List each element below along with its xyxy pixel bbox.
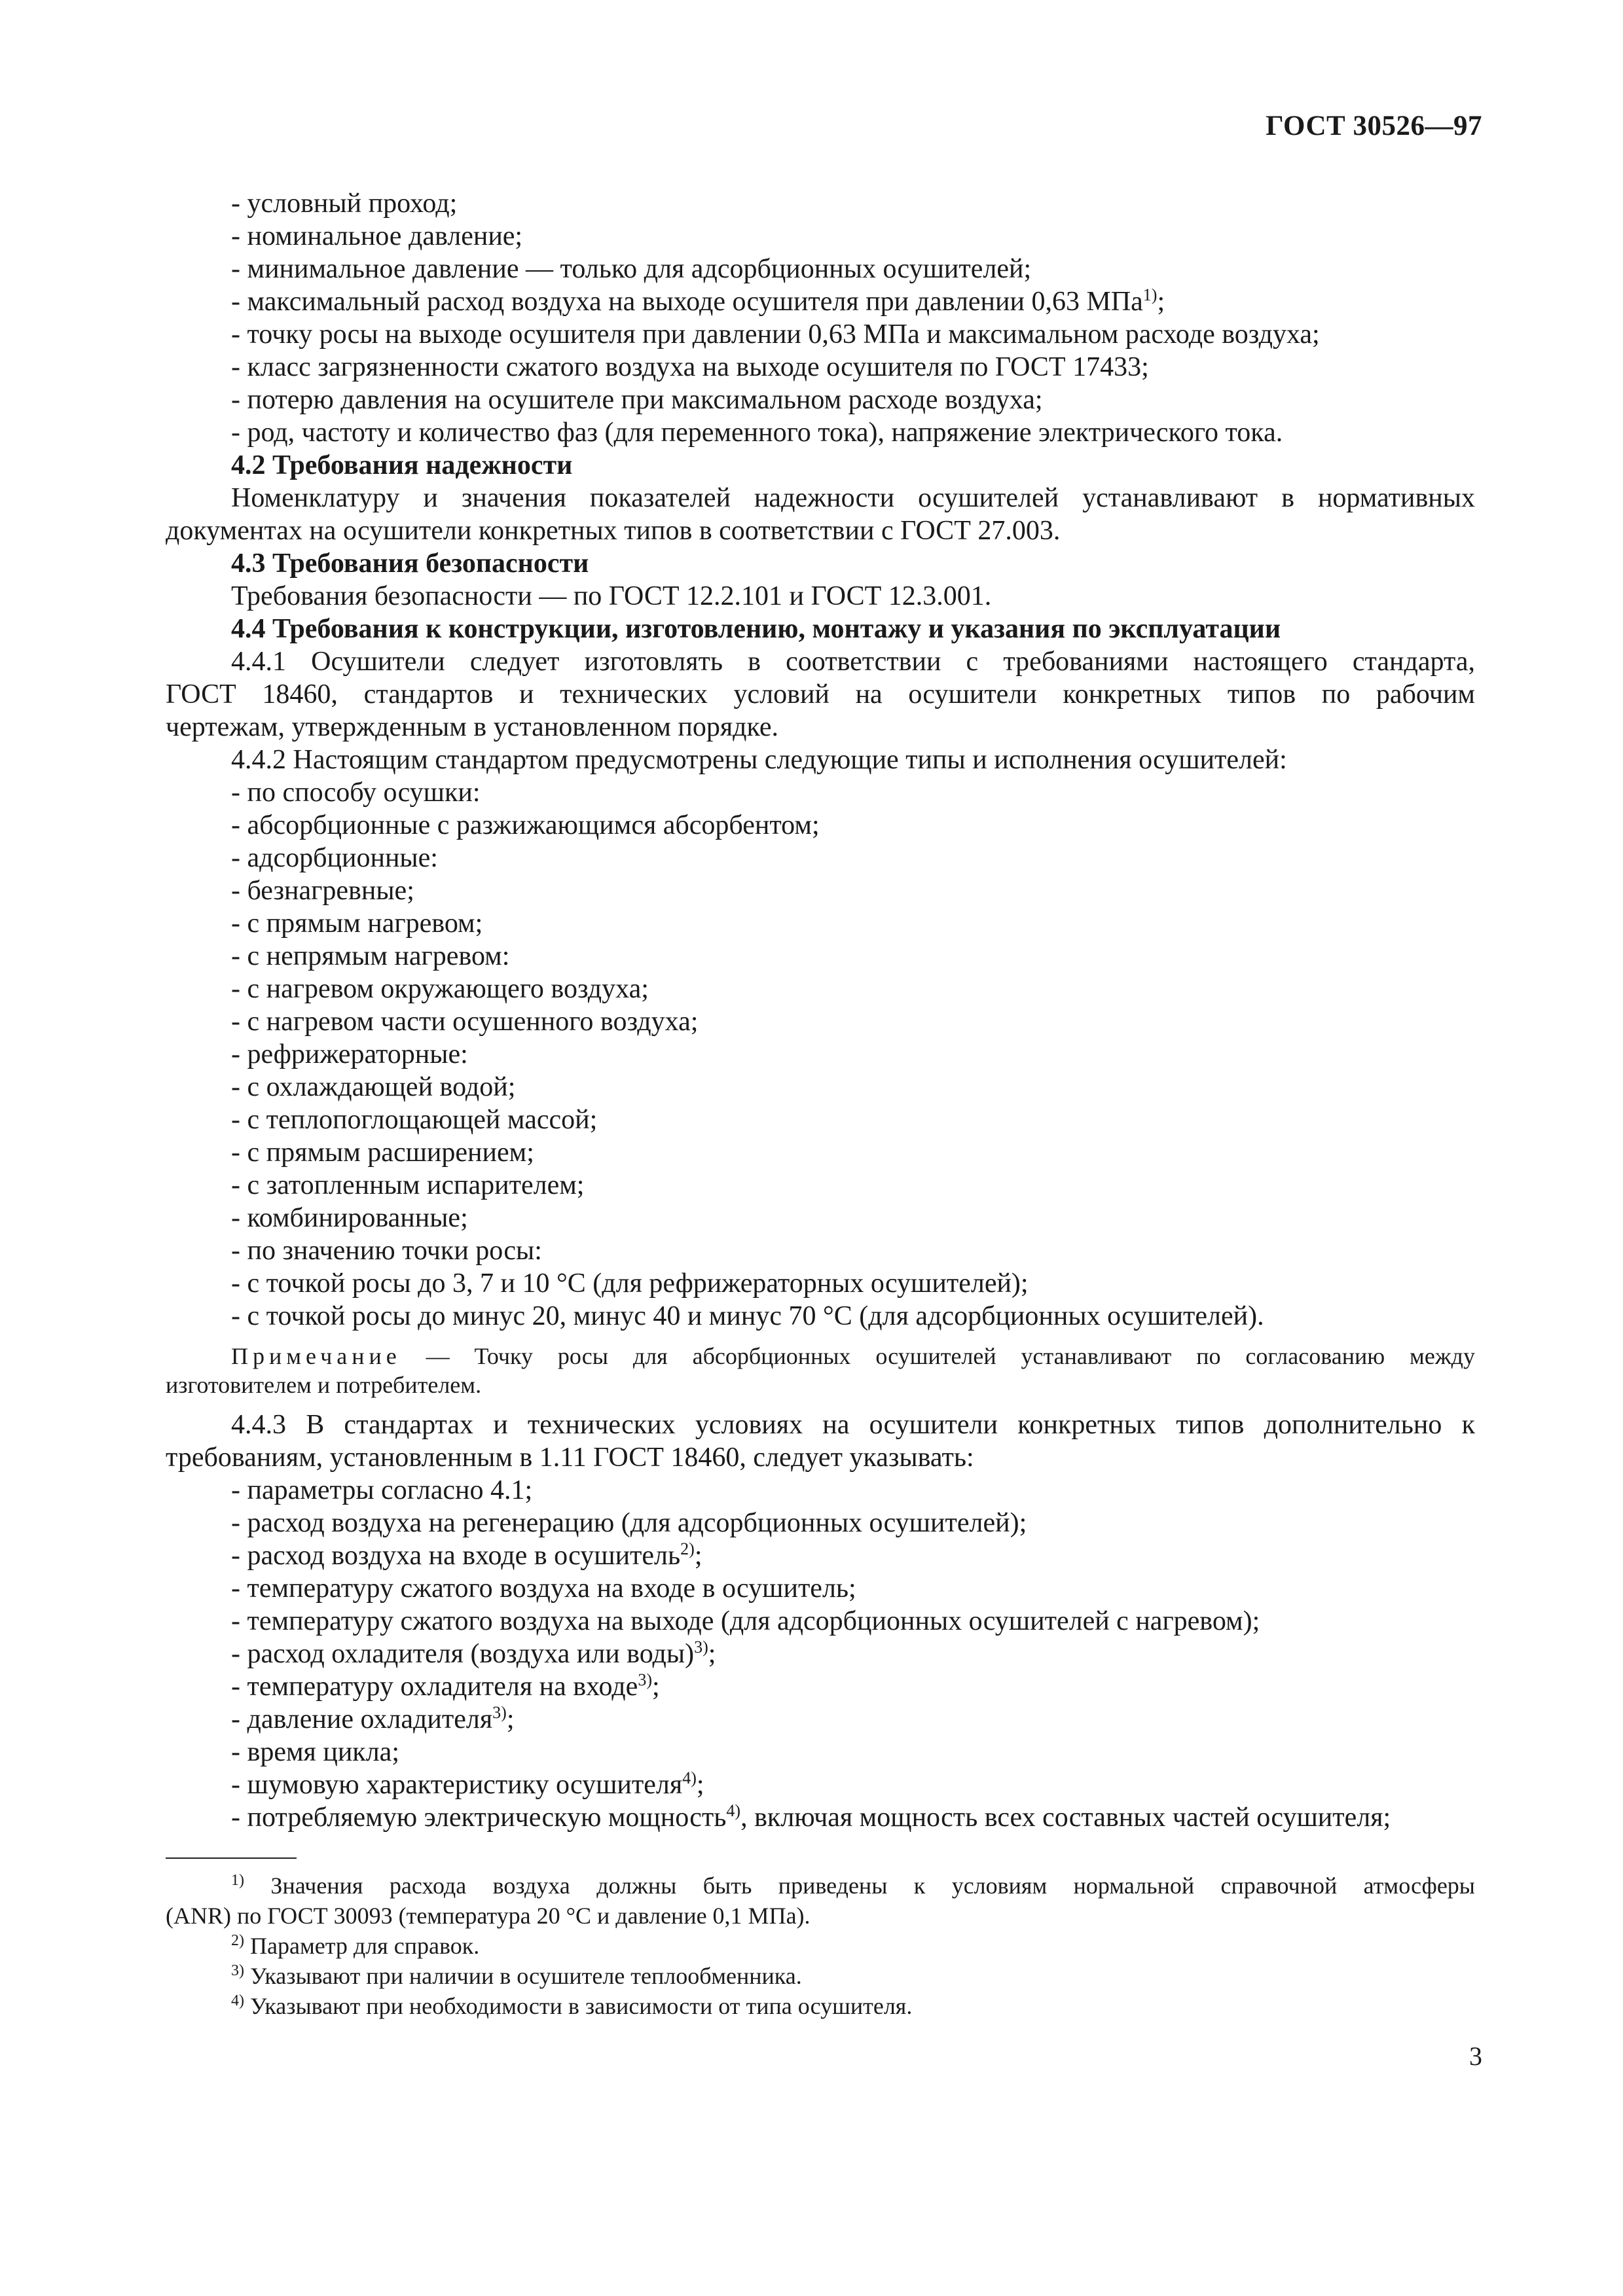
footnote-text: Параметр для справок. <box>250 1933 480 1959</box>
list-item <box>231 1768 1475 1801</box>
note <box>166 1342 1475 1399</box>
list-item: - потерю давления на осушителе при максимальном расходе воздуха; <box>231 385 1043 415</box>
list-item <box>231 1507 1475 1539</box>
footnote-ref: 4) <box>726 1801 741 1820</box>
section-heading-4-3: 4.3 Требования безопасности <box>231 548 589 579</box>
item-text: - давление охладителя <box>231 1704 493 1734</box>
paragraph-continued: ГОСТ 18460, стандартов и технических условий на осушители конкретных типов по рабочим <box>166 679 1475 709</box>
paragraph: Номенклатуру и значения показателей надежности осушителей устанавливают в нормативных <box>231 483 1475 513</box>
item-tail: ; <box>694 1541 702 1571</box>
list-item: - условный проход; <box>231 188 458 219</box>
list-item: - с затопленным испарителем; <box>231 1170 585 1200</box>
footnote-4 <box>166 1991 1475 2021</box>
footnote-2 <box>166 1931 1475 1961</box>
footnote-ref: 4) <box>682 1768 697 1787</box>
paragraph: Требования безопасности — по ГОСТ 12.2.101 и ГОСТ 12.3.001. <box>231 581 992 611</box>
list-item: - точку росы на выходе осушителя при давлении 0,63 МПа и максимальном расходе воздуха; <box>231 319 1320 350</box>
footnote-ref: 2) <box>680 1539 695 1558</box>
footnotes <box>166 1871 1475 2021</box>
list-item <box>231 285 1475 318</box>
item-text: - потребляемую электрическую мощность <box>231 1803 727 1833</box>
list-a <box>166 187 1475 449</box>
section-heading-4-2: 4.2 Требования надежности <box>231 450 573 480</box>
footnote-ref: 3) <box>638 1670 652 1689</box>
item-text: - параметры согласно 4.1; <box>231 1475 533 1505</box>
footnote-mark: 4) <box>231 1992 244 2009</box>
footnote-mark: 1) <box>231 1872 244 1889</box>
types-list <box>166 776 1475 1333</box>
footnote-3 <box>166 1961 1475 1991</box>
list-item: - с непрямым нагревом: <box>231 941 510 971</box>
list-item: - с теплопоглощающей массой; <box>231 1105 598 1135</box>
footnote-mark: 3) <box>231 1962 244 1979</box>
list-item <box>231 1474 1475 1507</box>
list-item <box>231 1572 1475 1605</box>
list-item: - по способу осушки: <box>231 778 481 808</box>
footnote-text: Указывают при необходимости в зависимости от типа осушителя. <box>250 1993 913 2019</box>
page-body <box>166 187 1475 1834</box>
item-text: - максимальный расход воздуха на выходе осушителя при давлении 0,63 МПа <box>231 287 1143 317</box>
document-code: ГОСТ 30526—97 <box>1266 111 1482 141</box>
footnote-separator <box>166 1857 297 1859</box>
note-label: Примечание <box>231 1343 401 1369</box>
footnote-mark: 2) <box>231 1932 244 1949</box>
item-text: - время цикла; <box>231 1737 399 1767</box>
footnote-ref: 1) <box>1142 285 1158 304</box>
list-item: - с нагревом окружающего воздуха; <box>231 974 649 1004</box>
items-list <box>166 1474 1475 1834</box>
footnote-1 <box>166 1871 1475 1901</box>
item-tail: ; <box>696 1770 704 1800</box>
paragraph-continued: документах на осушители конкретных типов в соответствии с ГОСТ 27.003. <box>166 516 1061 546</box>
item-text: - расход воздуха на регенерацию (для адсорбционных осушителей); <box>231 1508 1027 1538</box>
list-item: - рефрижераторные: <box>231 1039 468 1069</box>
item-text: - шумовую характеристику осушителя <box>231 1770 683 1800</box>
list-item <box>231 1638 1475 1670</box>
list-item <box>231 1703 1475 1736</box>
item-text: - расход охладителя (воздуха или воды) <box>231 1639 695 1669</box>
footnote-text: Значения расхода воздуха должны быть приведены к условиям нормальной справочной атмосферы <box>270 1873 1475 1899</box>
item-tail: ; <box>1157 287 1165 317</box>
list-item: - с нагревом части осушенного воздуха; <box>231 1007 699 1037</box>
paragraph-4-4-3: 4.4.3 В стандартах и технических условиях на осушители конкретных типов дополнительно к <box>231 1410 1475 1440</box>
list-item <box>231 1539 1475 1572</box>
note-line: изготовителем и потребителем. <box>166 1372 482 1398</box>
page-number: 3 <box>1469 2041 1482 2071</box>
note-text: — Точку росы для абсорбционных осушителей устанавливают по согласованию между <box>426 1343 1476 1369</box>
footnote-text: Указывают при наличии в осушителе теплообменника. <box>250 1963 802 1989</box>
note-line <box>166 1342 1475 1371</box>
paragraph-4-4-2: 4.4.2 Настоящим стандартом предусмотрены следующие типы и исполнения осушителей: <box>231 745 1287 775</box>
list-item <box>231 1670 1475 1703</box>
item-tail: ; <box>506 1704 515 1734</box>
list-item <box>231 1801 1475 1834</box>
list-item <box>231 1736 1475 1768</box>
footnote-ref: 3) <box>694 1638 708 1657</box>
list-item: - с прямым нагревом; <box>231 908 483 939</box>
paragraph-4-4-1: 4.4.1 Осушители следует изготовлять в соответствии с требованиями настоящего стандарта, <box>231 647 1475 677</box>
list-item: - комбинированные; <box>231 1203 468 1233</box>
item-tail: , включая мощность всех составных частей осушителя; <box>740 1803 1391 1833</box>
item-text: - температуру сжатого воздуха на входе в осушитель; <box>231 1573 856 1604</box>
list-item: - номинальное давление; <box>231 221 523 251</box>
list-item: - минимальное давление — только для адсорбционных осушителей; <box>231 254 1032 284</box>
list-item: - безнагревные; <box>231 876 414 906</box>
list-item: - с охлаждающей водой; <box>231 1072 516 1102</box>
list-item: - род, частоту и количество фаз (для переменного тока), напряжение электрического тока. <box>231 418 1283 448</box>
list-item: - абсорбционные с разжижающимся абсорбентом; <box>231 810 820 840</box>
list-item: - с точкой росы до минус 20, минус 40 и минус 70 °С (для адсорбционных осушителей). <box>231 1301 1264 1331</box>
footnote-ref: 3) <box>492 1703 507 1722</box>
list-item: - адсорбционные: <box>231 843 438 873</box>
item-tail: ; <box>708 1639 716 1669</box>
list-item: - класс загрязненности сжатого воздуха на выходе осушителя по ГОСТ 17433; <box>231 352 1149 382</box>
list-item: - с прямым расширением; <box>231 1138 534 1168</box>
paragraph-continued: чертежам, утвержденным в установленном порядке. <box>166 712 779 742</box>
item-tail: ; <box>651 1672 660 1702</box>
footnote-1-continued: (ANR) по ГОСТ 30093 (температура 20 °С и давление 0,1 МПа). <box>166 1903 811 1929</box>
paragraph-continued: требованиям, установленным в 1.11 ГОСТ 18460, следует указывать: <box>166 1443 974 1473</box>
item-text: - температуру сжатого воздуха на выходе (для адсорбционных осушителей с нагревом); <box>231 1606 1260 1636</box>
list-item: - по значению точки росы: <box>231 1236 542 1266</box>
item-text: - расход воздуха на входе в осушитель <box>231 1541 681 1571</box>
section-heading-4-4: 4.4 Требования к конструкции, изготовлению, монтажу и указания по эксплуатации <box>231 614 1281 644</box>
list-item <box>231 1605 1475 1638</box>
item-text: - температуру охладителя на входе <box>231 1672 638 1702</box>
list-item: - с точкой росы до 3, 7 и 10 °С (для рефрижераторных осушителей); <box>231 1268 1029 1299</box>
